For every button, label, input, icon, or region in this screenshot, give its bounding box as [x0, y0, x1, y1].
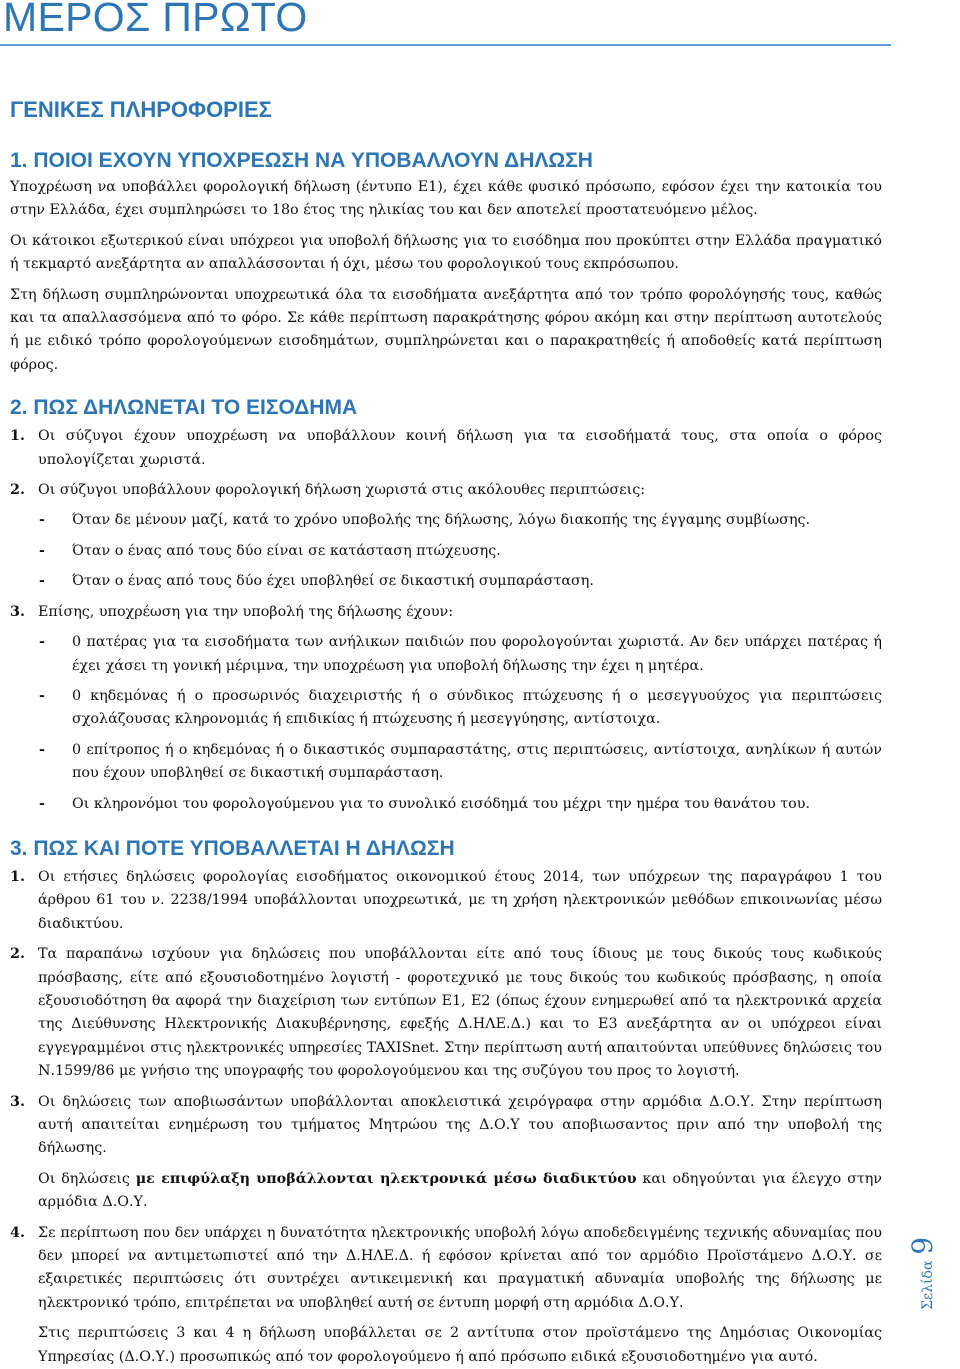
section-3-title: 3. ΠΩΣ ΚΑΙ ΠΟΤΕ ΥΠΟΒΑΛΛΕΤΑΙ Η ΔΗΛΩΣΗ	[10, 836, 455, 860]
list-item-text: 0 κηδεμόνας ή ο προσωρινός διαχειριστής ή ο σύνδικος πτώχευσης ή ο μεσεγγυούχος για περιπτώσεις σχολάζουσας κληρονομιάς ή επιδικίας ή πτώχευσης ή μεσεγγύησης, αντίστοιχα.	[72, 687, 882, 728]
list-item-text: Όταν ο ένας από τους δύο έχει υποβληθεί σε δικαστική συμπαράσταση.	[72, 573, 594, 590]
item-text: Οι σύζυγοι έχουν υποχρέωση να υποβάλλουν κοινή δήλωση για τα εισοδήματά τους, στα οποία ο φόρος υπολογίζεται χωριστά.	[38, 428, 882, 468]
item-text: Οι ετήσιες δηλώσεις φορολογίας εισοδήματος οικονομικού έτους 2014, των υπόχρεων της παραγράφου 1 του άρθρου 61 του ν. 2238/1994 υποβάλλονται υποχρεωτικά, με τη χρήση ηλεκτρονικών μεθόδων επικοινωνίας μέσω διαδικτύου.	[38, 868, 882, 932]
section-1-paragraph: Στη δήλωση συμπληρώνονται υποχρεωτικά όλα τα εισοδήματα ανεξάρτητα από τον τρόπο φορολόγησής τους, καθώς και τα απαλλασσόμενα από το φόρο. Σε κάθε περίπτωση παρακράτησης φόρου ακόμη και στην περίπτωση αυτοτελούς ή με ειδικό τρόπο φορολογούμενων εισοδημάτων, συμπληρώνεται και ο παρακρατηθείς ή αποδοθείς κατά περίπτωση φόρος.	[10, 286, 882, 373]
list-item	[10, 631, 882, 678]
dash-bullet: -	[39, 687, 45, 704]
list-item-text: Οι κληρονόμοι του φορολογούμενου για το συνολικό εισόδημά του μέχρι την ημέρα του θανάτου του.	[72, 795, 810, 812]
document-body	[10, 95, 882, 1369]
list-item-text: 0 επίτροπος ή ο κηδεμόνας ή ο δικαστικός συμπαραστάτης, στις περιπτώσεις, αντίστοιχα, ανηλίκων ή αυτών που έχουν υποβληθεί σε δικαστική συμπαράσταση.	[72, 741, 882, 782]
dash-bullet: -	[39, 542, 45, 559]
item-number: 4.	[10, 1224, 25, 1241]
item-text: Σε περίπτωση που δεν υπάρχει η δυνατότητα ηλεκτρονικής υποβολή λόγω αποδεδειγμένης τεχνικής αδυναμίας που δεν μπορεί να αντιμετωπιστεί από την Δ.ΗΛΕ.Δ. ή εφόσον κρίνεται από τον αρμόδιο Προϊστάμενο Δ.Ο.Υ. σε εξαιρετικές περιπτώσεις ότι συντρέχει αντικειμενική και πραγματική αδυναμία υποβολής της δήλωσης με ηλεκτρονικό τρόπο, επιτρέπεται να υποβληθεί αυτή σε έντυπη μορφή στη αρμόδια Δ.Ο.Υ.	[38, 1224, 882, 1311]
item-number: 2.	[10, 946, 25, 963]
part-title: ΜΕΡΟΣ ΠΡΩΤΟ	[3, 0, 308, 40]
section-3-item-1	[10, 866, 882, 936]
dash-bullet: -	[39, 795, 45, 812]
section-1-paragraph: Οι κάτοικοι εξωτερικού είναι υπόχρεοι για υποβολή δήλωσης για το εισόδημα που προκύπτει στην Ελλάδα πραγματικό ή τεκμαρτό ανεξάρτητα αν απαλλάσσονται ή όχι, μέσω του φορολογικού τους εκπρόσωπου.	[10, 232, 882, 273]
section-3-item-4-note: Στις περιπτώσεις 3 και 4 η δήλωση υποβάλλεται σε 2 αντίτυπα στον προϊστάμενο της Δημόσιας Οικονομίας Υπηρεσίας (Δ.Ο.Υ.) προσωπικώς από τον φορολογούμενο ή από πρόσωπο ειδικά εξουσιοδοτημένο για αυτό.	[38, 1325, 882, 1365]
dash-bullet: -	[39, 741, 45, 758]
list-item-text: 0 πατέρας για τα εισοδήματα των ανήλικων παιδιών που φορολογούνται χωριστά. Αν δεν υπάρχει πατέρας ή έχει χάσει τη γονική μέριμνα, την υποχρέωση για υποβολή δήλωσης την έχει η μητέρα.	[72, 634, 882, 674]
list-item	[10, 793, 882, 816]
item-text: Οι δηλώσεις των αποβιωσάντων υποβάλλονται αποκλειστικά χειρόγραφα στην αρμόδια Δ.Ο.Υ. Στην περίπτωση αυτή απαιτείται ενημέρωση του τμήματος Μητρώου της Δ.Ο.Υ του αποβιωσαντος πριν από την υποβολή της δήλωσης.	[38, 1093, 882, 1157]
page-number-label	[906, 1237, 939, 1310]
list-item	[10, 570, 882, 593]
list-item	[10, 540, 882, 563]
section-3-item-3	[10, 1091, 882, 1161]
item-text: Οι σύζυγοι υποβάλλουν φορολογική δήλωση χωριστά στις ακόλουθες περιπτώσεις:	[38, 482, 646, 499]
title-rule	[0, 44, 891, 46]
section-3-item-2	[10, 943, 882, 1083]
list-item	[10, 685, 882, 732]
dash-bullet: -	[39, 573, 45, 590]
section-1-paragraph: Υποχρέωση να υποβάλλει φορολογική δήλωση (έντυπο Ε1), έχει κάθε φυσικό πρόσωπο, εφόσον έχει την κατοικία του στην Ελλάδα, έχει συμπληρώσει το 18ο έτος της ηλικίας του και δεν αποτελεί προστατευόμενο μέλος.	[10, 179, 882, 219]
item-number: 3.	[10, 603, 25, 620]
section-3-item-3-note	[10, 1168, 882, 1215]
dash-bullet: -	[39, 512, 45, 529]
page-number: 9	[906, 1236, 939, 1255]
section-2-item-1	[10, 425, 882, 472]
section-1-title: 1. ΠΟΙΟΙ ΕΧΟΥΝ ΥΠΟΧΡΕΩΣΗ ΝΑ ΥΠΟΒΑΛΛΟΥΝ ΔΗΛΩΣΗ	[10, 149, 593, 172]
note-text: Οι δηλώσεις	[38, 1170, 136, 1187]
list-item-text: Όταν δε μένουν μαζί, κατά το χρόνο υποβολής της δήλωσης, λόγω διακοπής της έγγαμης συμβίωσης.	[72, 512, 811, 529]
item-text: Τα παραπάνω ισχύουν για δηλώσεις που υποβάλλονται είτε από τους ίδιους με τους δικούς τους κωδικούς πρόσβασης, είτε από εξουσιοδοτημένο λογιστή - φοροτεχνικό με τους δικούς του κωδικούς πρόσβασης, η οποία εξουσιοδότηση θα αφορά την διαχείριση των εντύπων Ε1, Ε2 (όπως έχουν ενημερωθεί από τα ηλεκτρονικά αρχεία της Διεύθυνσης Ηλεκτρονικής Διακυβέρνησης, εφεξής Δ.ΗΛΕ.Δ.) και το Ε3 ανεξάρτητα αν οι υπόχρεοι είναι εγγεγραμμένοι στις ηλεκτρονικές υπηρεσίες TAXISnet. Στην περίπτωση αυτή απαιτούνται υπεύθυνες δηλώσεις του Ν.1599/86 με γνήσιο της υπογραφής του φορολογούμενου και της συζύγου του προς το λογιστή.	[38, 946, 882, 1080]
note-emphasis: με επιφύλαξη υποβάλλονται ηλεκτρονικά μέσω διαδικτύου	[135, 1170, 637, 1187]
list-item-text: Όταν ο ένας από τους δύο είναι σε κατάσταση πτώχευσης.	[72, 542, 501, 559]
section-2-title: 2. ΠΩΣ ΔΗΛΩΝΕΤΑΙ ΤΟ ΕΙΣΟΔΗΜΑ	[10, 396, 358, 420]
item-number: 1.	[10, 868, 25, 885]
list-item	[10, 509, 882, 532]
general-heading: ΓΕΝΙΚΕΣ ΠΛΗΡΟΦΟΡΙΕΣ	[10, 97, 272, 122]
page-word: Σελίδα	[920, 1260, 936, 1310]
section-2-item-3	[10, 601, 882, 624]
item-number: 2.	[10, 482, 25, 499]
note-text: και οδηγούνται για έλεγχο στην αρμόδια Δ.Ο.Υ.	[38, 1170, 882, 1211]
section-2-item-2	[10, 479, 882, 502]
item-number: 1.	[10, 428, 25, 445]
dash-bullet: -	[39, 634, 45, 651]
list-item	[10, 739, 882, 786]
section-3-item-4	[10, 1222, 882, 1316]
item-text: Επίσης, υποχρέωση για την υποβολή της δήλωσης έχουν:	[38, 603, 454, 620]
item-number: 3.	[10, 1093, 25, 1110]
